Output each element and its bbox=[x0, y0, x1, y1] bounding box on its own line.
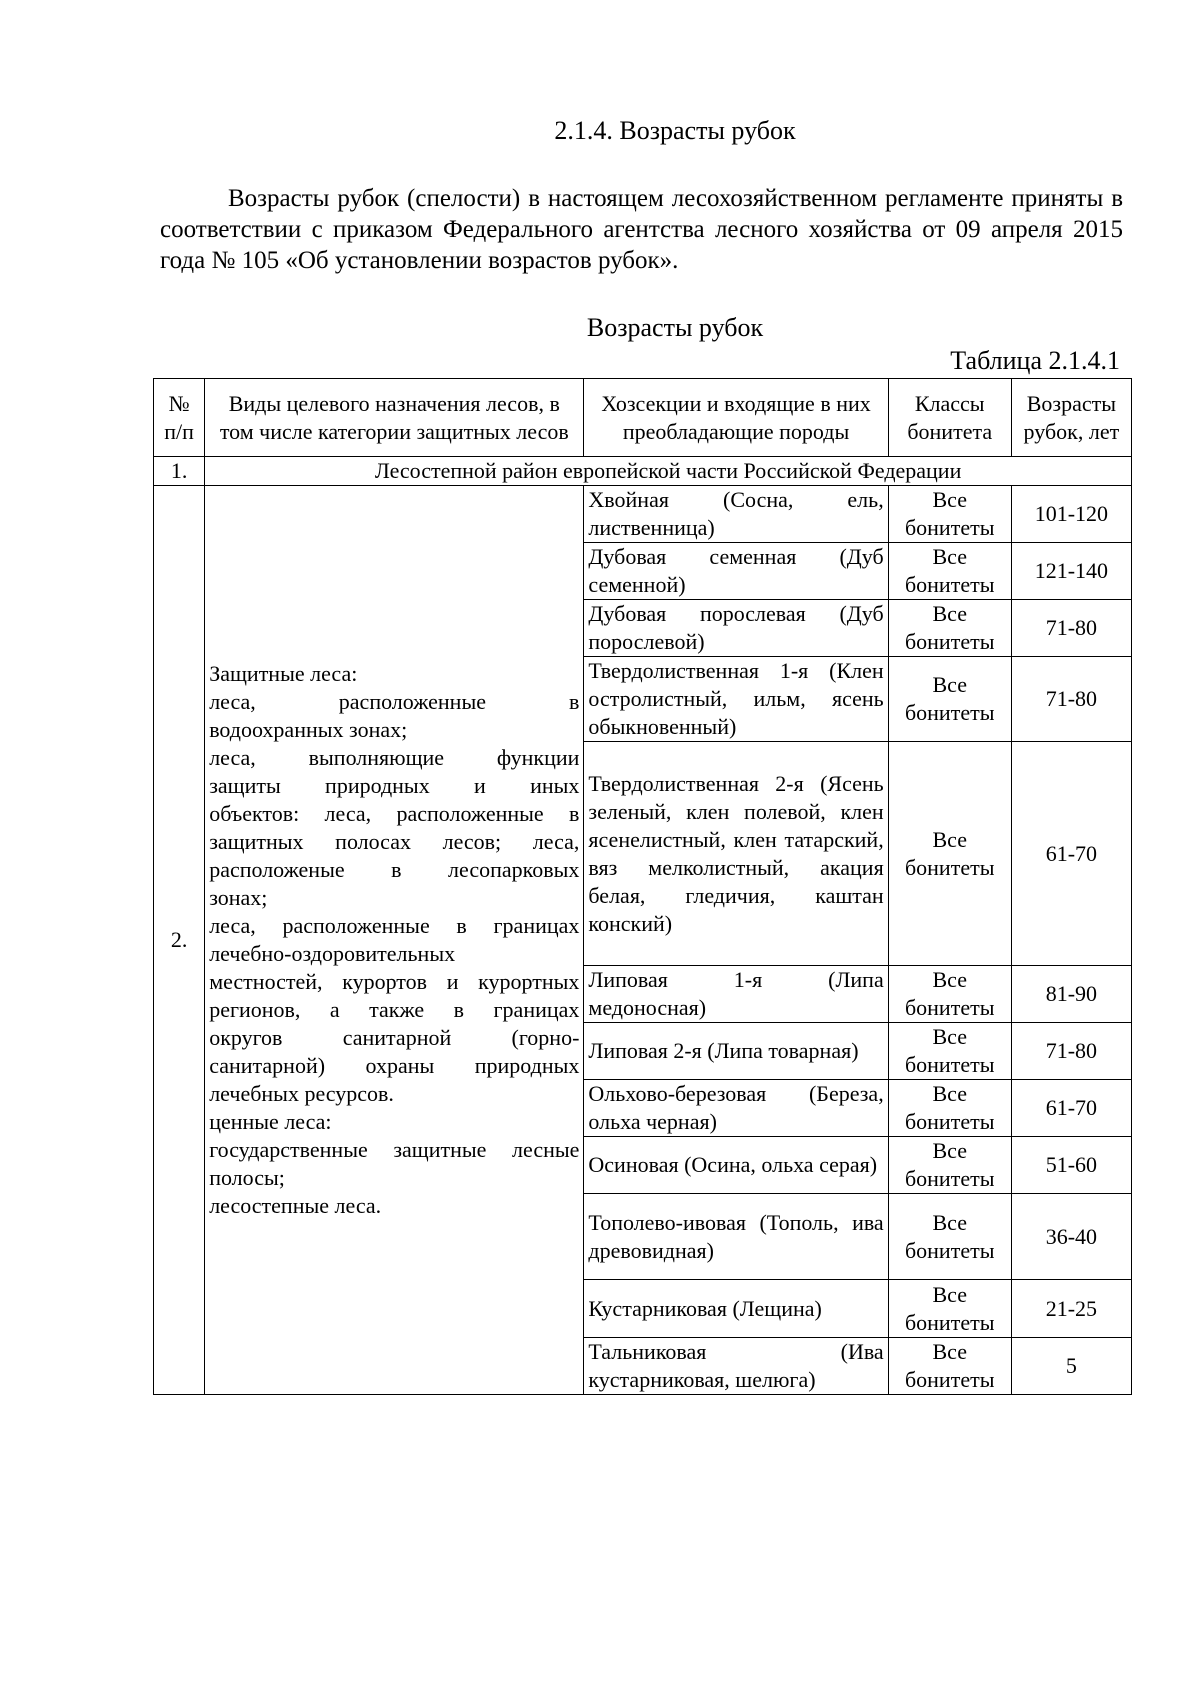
table-number: Таблица 2.1.4.1 bbox=[950, 346, 1120, 375]
bonitet-cell: Все бонитеты bbox=[888, 1137, 1011, 1194]
header-ages: Возрасты рубок, лет bbox=[1011, 379, 1131, 457]
row-num: 1. bbox=[154, 457, 205, 486]
header-bonitet: Классы бонитета bbox=[888, 379, 1011, 457]
age-cell: 61-70 bbox=[1011, 1080, 1131, 1137]
purpose-line: зонах; bbox=[209, 885, 268, 910]
section-cell: Кустарниковая (Лещина) bbox=[584, 1280, 888, 1338]
bonitet-cell: Все бонитеты bbox=[888, 543, 1011, 600]
age-cell: 71-80 bbox=[1011, 657, 1131, 742]
purpose-line: объектов: леса, расположенные в bbox=[209, 801, 580, 826]
section-heading: 2.1.4. Возрасты рубок bbox=[554, 116, 796, 145]
purpose-line: защитных полосах лесов; леса, bbox=[209, 829, 580, 854]
section-cell: Ольхово-березовая (Береза, ольха черная) bbox=[584, 1080, 888, 1137]
purpose-line: государственные защитные лесные bbox=[209, 1137, 580, 1162]
age-cell: 101-120 bbox=[1011, 486, 1131, 543]
age-cell: 81-90 bbox=[1011, 966, 1131, 1023]
bonitet-cell: Все бонитеты bbox=[888, 742, 1011, 966]
table-row-region bbox=[154, 457, 1132, 486]
purpose-cell bbox=[205, 486, 584, 1395]
bonitet-cell: Все бонитеты bbox=[888, 1080, 1011, 1137]
table-row bbox=[154, 486, 1132, 543]
region-cell: Лесостепной район европейской части Российской Федерации bbox=[205, 457, 1132, 486]
header-sections: Хозсекции и входящие в них преобладающие породы bbox=[584, 379, 888, 457]
intro-paragraph: Возрасты рубок (спелости) в настоящем лесохозяйственном регламенте приняты в соответствии с приказом Федерального агентства лесного хозяйства от 09 апреля 2015 года № 105 «Об установлении возрастов рубок». bbox=[160, 185, 1123, 274]
section-cell: Дубовая порослевая (Дуб порослевой) bbox=[584, 600, 888, 657]
purpose-line: лечебно-оздоровительных bbox=[209, 941, 456, 966]
purpose-line: санитарной) охраны природных bbox=[209, 1053, 580, 1078]
bonitet-cell: Все бонитеты bbox=[888, 1280, 1011, 1338]
section-cell: Тальниковая (Ива кустарниковая, шелюга) bbox=[584, 1338, 888, 1395]
purpose-line: округов санитарной (горно- bbox=[209, 1025, 580, 1050]
purpose-line: расположеные в лесопарковых bbox=[209, 857, 580, 882]
age-cell: 5 bbox=[1011, 1338, 1131, 1395]
bonitet-cell: Все бонитеты bbox=[888, 486, 1011, 543]
age-cell: 61-70 bbox=[1011, 742, 1131, 966]
bonitet-cell: Все бонитеты bbox=[888, 1338, 1011, 1395]
section-cell: Твердолиственная 2-я (Ясень зеленый, клен полевой, клен ясенелистный, клен татарский, вяз мелколистный, акация белая, гледичия, каштан конский) bbox=[584, 742, 888, 966]
age-cell: 51-60 bbox=[1011, 1137, 1131, 1194]
header-purpose: Виды целевого назначения лесов, в том числе категории защитных лесов bbox=[205, 379, 584, 457]
purpose-line: водоохранных зонах; bbox=[209, 717, 408, 742]
bonitet-cell: Все бонитеты bbox=[888, 966, 1011, 1023]
purpose-line: полосы; bbox=[209, 1165, 285, 1190]
purpose-line: Защитные леса: bbox=[209, 661, 358, 686]
age-cell: 121-140 bbox=[1011, 543, 1131, 600]
section-cell: Хвойная (Сосна, ель, лиственница) bbox=[584, 486, 888, 543]
cutting-ages-table bbox=[153, 378, 1132, 1395]
age-cell: 71-80 bbox=[1011, 1023, 1131, 1080]
purpose-line: леса, расположенные в bbox=[209, 689, 580, 714]
section-cell: Тополево-ивовая (Тополь, ива древовидная) bbox=[584, 1194, 888, 1280]
purpose-line: ценные леса: bbox=[209, 1109, 332, 1134]
purpose-line: лечебных ресурсов. bbox=[209, 1081, 394, 1106]
header-num: № п/п bbox=[154, 379, 205, 457]
section-cell: Липовая 2-я (Липа товарная) bbox=[584, 1023, 888, 1080]
section-cell: Осиновая (Осина, ольха серая) bbox=[584, 1137, 888, 1194]
section-cell: Твердолиственная 1-я (Клен остролистный, ильм, ясень обыкновенный) bbox=[584, 657, 888, 742]
bonitet-cell: Все бонитеты bbox=[888, 657, 1011, 742]
bonitet-cell: Все бонитеты bbox=[888, 600, 1011, 657]
table-title: Возрасты рубок bbox=[586, 313, 764, 342]
age-cell: 36-40 bbox=[1011, 1194, 1131, 1280]
purpose-line: регионов, а также в границах bbox=[209, 997, 580, 1022]
purpose-line: леса, выполняющие функции bbox=[209, 745, 580, 770]
section-cell: Дубовая семенная (Дуб семенной) bbox=[584, 543, 888, 600]
section-cell: Липовая 1-я (Липа медоносная) bbox=[584, 966, 888, 1023]
age-cell: 71-80 bbox=[1011, 600, 1131, 657]
table-header-row bbox=[154, 379, 1132, 457]
bonitet-cell: Все бонитеты bbox=[888, 1023, 1011, 1080]
purpose-line: леса, расположенные в границах bbox=[209, 913, 580, 938]
bonitet-cell: Все бонитеты bbox=[888, 1194, 1011, 1280]
age-cell: 21-25 bbox=[1011, 1280, 1131, 1338]
row-num: 2. bbox=[154, 486, 205, 1395]
purpose-line: лесостепные леса. bbox=[209, 1193, 382, 1218]
purpose-line: защиты природных и иных bbox=[209, 773, 580, 798]
purpose-line: местностей, курортов и курортных bbox=[209, 969, 580, 994]
